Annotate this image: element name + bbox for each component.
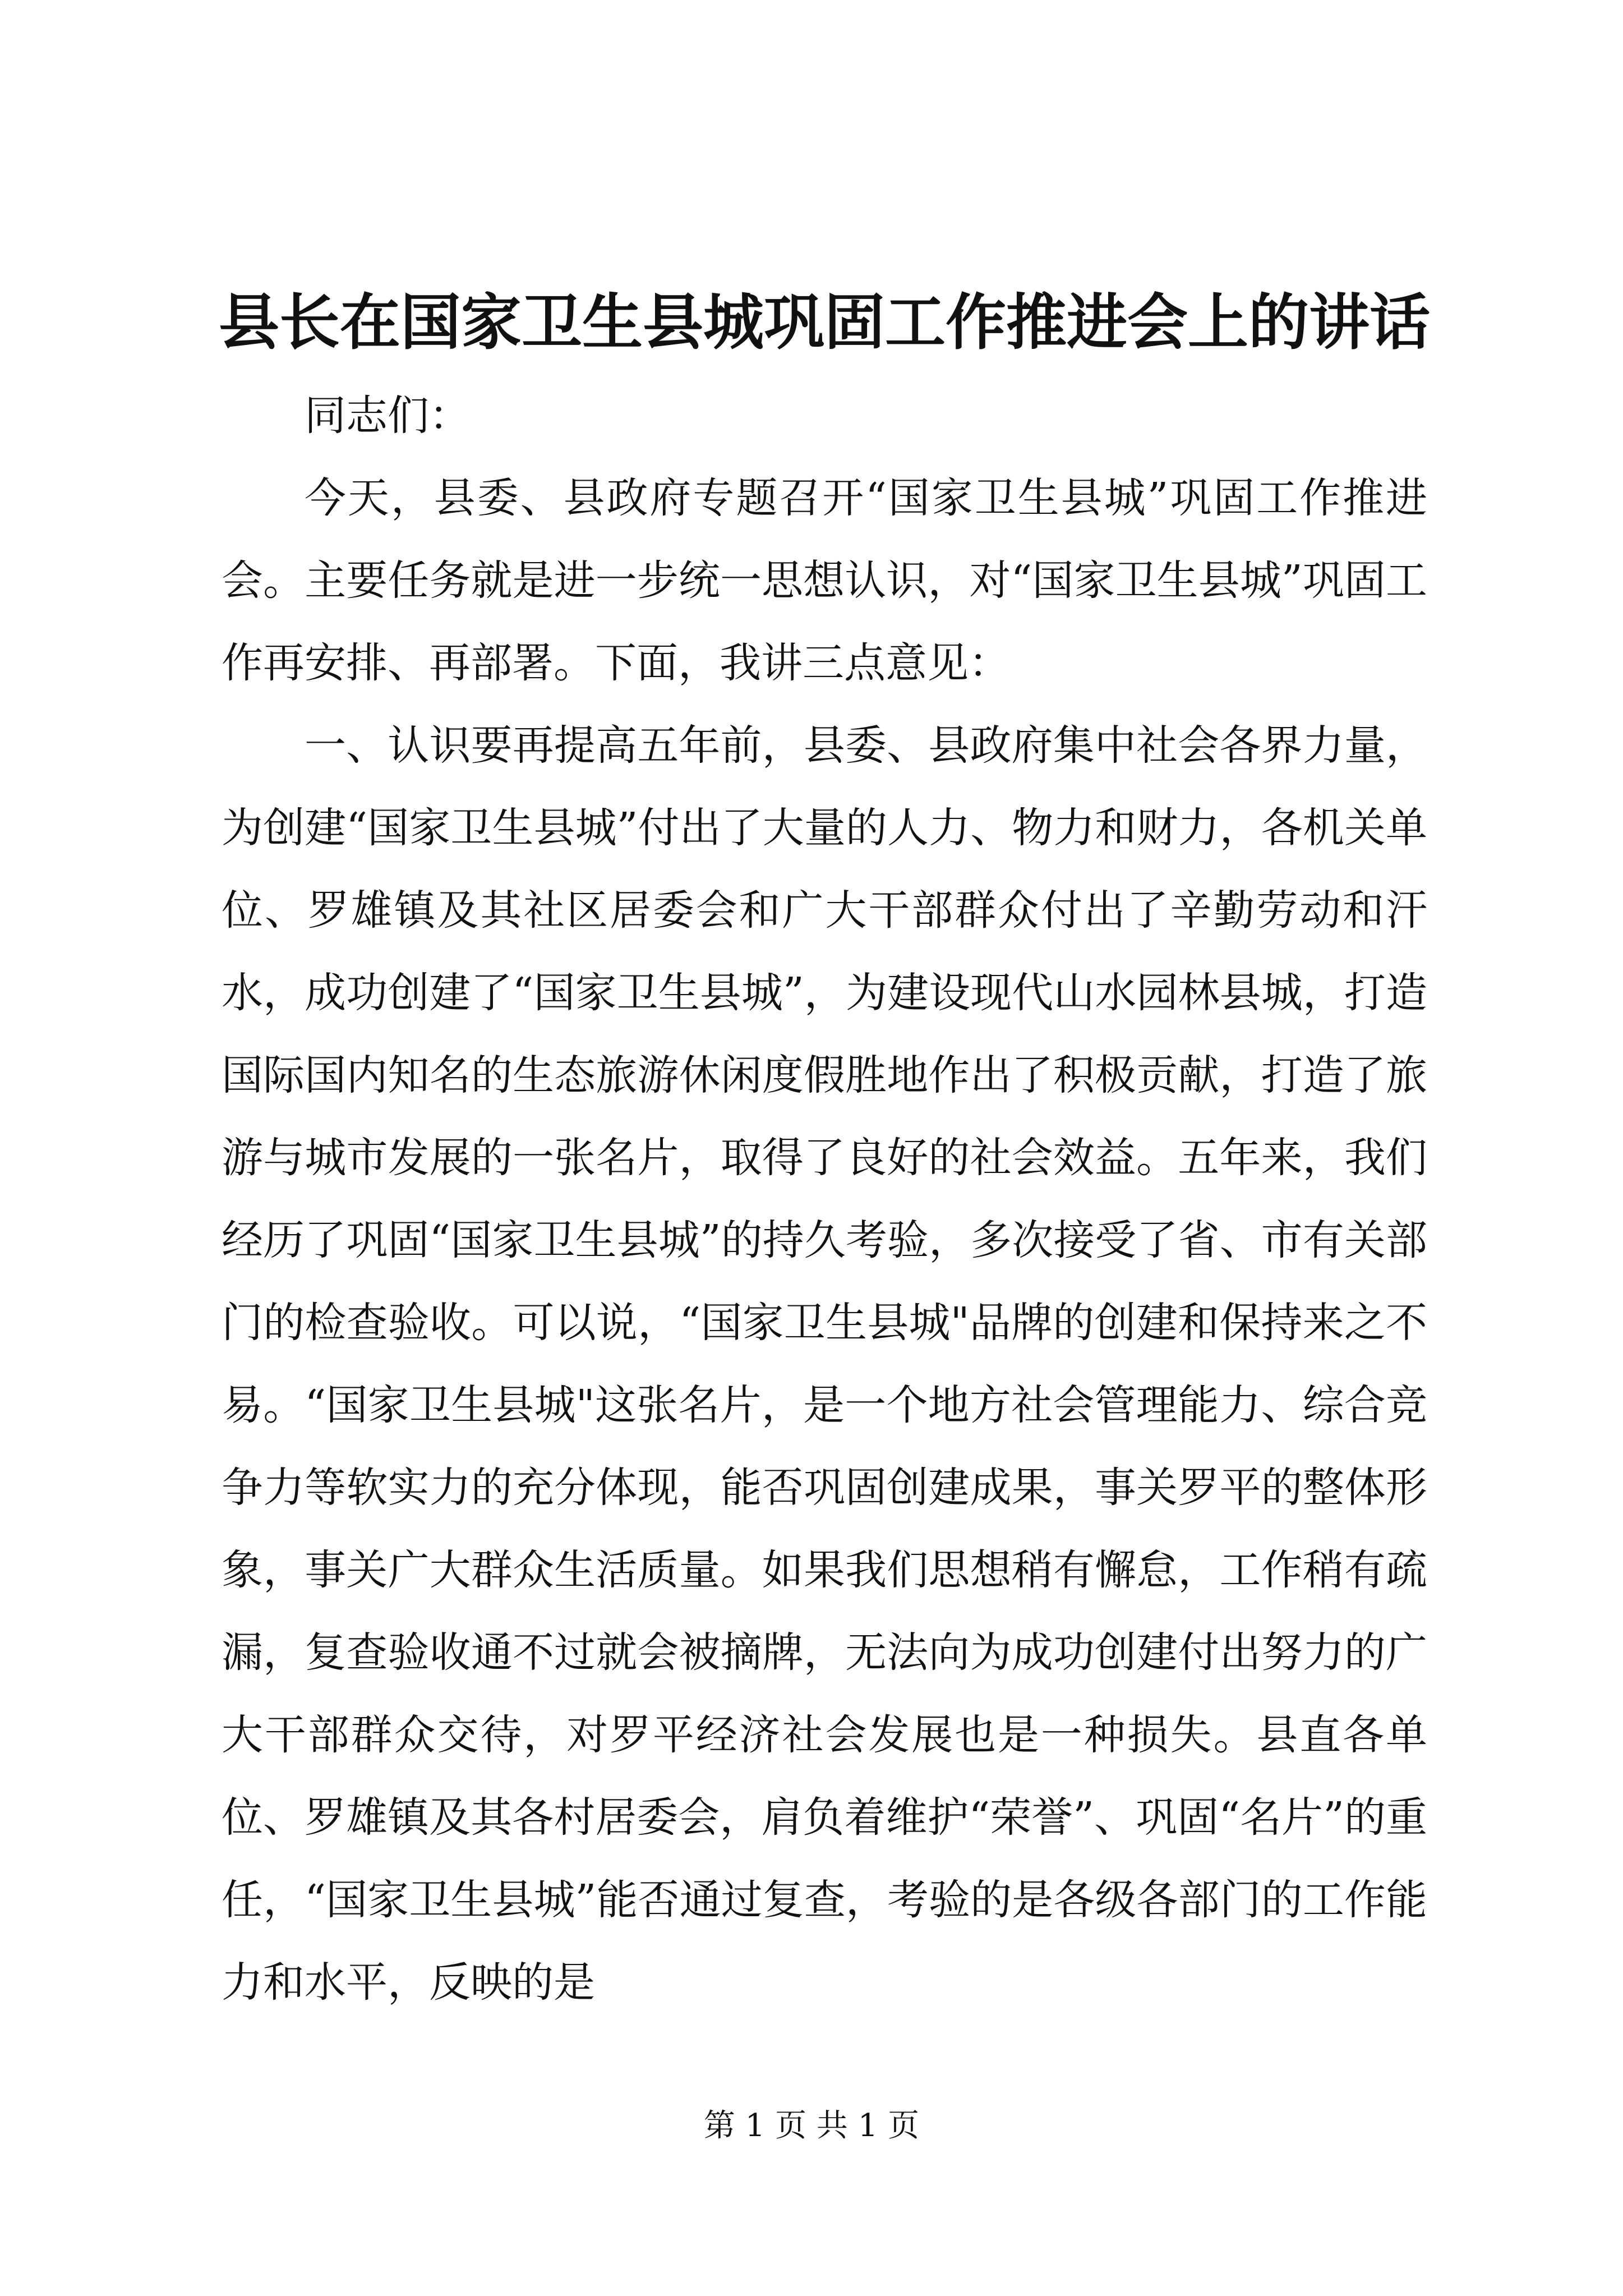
section-one-paragraph: 一、认识要再提高五年前，县委、县政府集中社会各界力量，为创建“国家卫生县城”付出了大量的人力、物力和财力，各机关单位、罗雄镇及其社区居委会和广大干部群众付出了辛勤劳动和汗水，成功创建了“国家卫生县城”，为建设现代山水园林县城，打造国际国内知名的生态旅游休闲度假胜地作出了积极贡献，打造了旅游与城市发展的一张名片，取得了良好的社会效益。五年来，我们经历了巩固“国家卫生县城”的持久考验，多次接受了省、市有关部门的检查验收。可以说，“国家卫生县城"品牌的创建和保持来之不易。“国家卫生县城"这张名片，是一个地方社会管理能力、综合竞争力等软实力的充分体现，能否巩固创建成果，事关罗平的整体形象，事关广大群众生活质量。如果我们思想稍有懈怠，工作稍有疏漏，复查验收通不过就会被摘牌，无法向为成功创建付出努力的广大干部群众交待，对罗平经济社会发展也是一种损失。县直各单位、罗雄镇及其各村居委会，肩负着维护“荣誉”、巩固“名片”的重任，“国家卫生县城”能否通过复查，考验的是各级各部门的工作能力和水平，反映的是 [222,721,1427,2007]
salutation-paragraph: 同志们： [305,392,471,440]
document-body [222,375,1427,2024]
page-footer: 第 1 页 共 1 页 [703,2108,920,2144]
intro-paragraph: 今天，县委、县政府专题召开“国家卫生县城”巩固工作推进会。主要任务就是进一步统一思想认识，对“国家卫生县城”巩固工作再安排、再部署。下面，我讲三点意见： [222,474,1427,687]
document-title: 县长在国家卫生县城巩固工作推进会上的讲话 [219,287,1431,358]
